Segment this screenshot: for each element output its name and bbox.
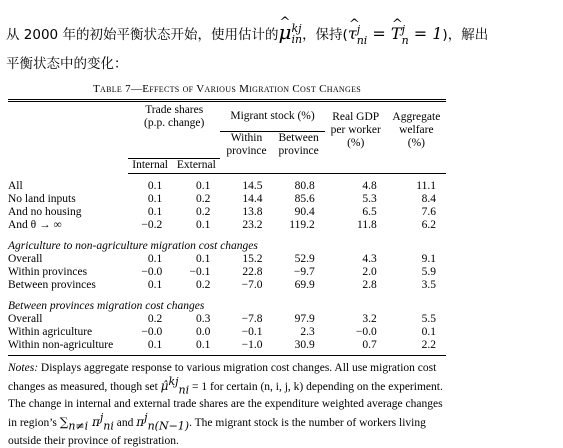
table-cell: 0.2 xyxy=(196,193,211,205)
table-top-rule xyxy=(8,99,446,102)
table-cell: −0.2 xyxy=(141,219,163,231)
table-row xyxy=(8,193,446,206)
table-cell: −0.0 xyxy=(355,326,377,338)
table-cell: 2.0 xyxy=(362,266,377,278)
table-row xyxy=(8,279,446,292)
table-cell: 3.5 xyxy=(421,279,436,291)
row-label: Overall xyxy=(8,253,43,265)
table-cell: 2.2 xyxy=(421,339,436,351)
table-cell: 0.0 xyxy=(196,326,211,338)
intro-line-1: 从 2000 年的初始平衡状态开始，使用估计的^ μ kj in ，保持(^ τ j ni = ^ T j n = 1)，解出 xyxy=(6,22,488,46)
table-cell: 5.3 xyxy=(362,193,377,205)
table-cell: 5.5 xyxy=(421,313,436,325)
table-row xyxy=(8,326,446,339)
table-row xyxy=(8,253,446,266)
table-cell: 85.6 xyxy=(294,193,315,205)
row-label: All xyxy=(8,180,23,192)
table-cell: 52.9 xyxy=(294,253,315,265)
table-cell: 0.1 xyxy=(147,193,163,205)
table-cell: 80.8 xyxy=(294,180,315,192)
table-7 xyxy=(8,83,446,448)
row-label: And no housing xyxy=(8,206,82,218)
table-notes: Notes: Displays aggregate response to various migration cost changes. All use migration cost changes as measured, though set μ̂$^{kj}_{ni}$ = 1 for certain (n, i, j, k) depending on the experiment. The change in internal and external trade shares are the expenditure weighted average changes in region’s $\sum_{n\ne i}$ $\pi^j_{ni}$ and $\pi^j_{n(N-1)}$. The migrant stock is the number of workers living outside their province of registration. xyxy=(8,362,443,447)
table-cell: 0.1 xyxy=(147,206,163,218)
row-label: Within provinces xyxy=(8,266,88,278)
t-hat-formula: ^ τ j ni = ^ T j n = 1 xyxy=(348,24,443,43)
mu-hat-formula: ^ μ kj in xyxy=(278,20,302,44)
table-cell: 0.7 xyxy=(362,339,377,351)
header-external: External xyxy=(172,159,220,174)
table-cell: 0.2 xyxy=(196,206,211,218)
header-welfare: Aggregate welfare (%) xyxy=(392,111,441,150)
table-cell: 6.5 xyxy=(362,206,377,218)
header-real-gdp: Real GDP per worker (%) xyxy=(330,111,381,150)
table-row xyxy=(8,219,446,232)
table-cell: 2.8 xyxy=(362,279,377,291)
section-title: Agriculture to non-agriculture migration cost changes xyxy=(8,240,258,252)
table-cell: 0.1 xyxy=(147,279,163,291)
table-cell: 11.8 xyxy=(357,219,377,231)
table-cell: 69.9 xyxy=(294,279,315,291)
table-cell: 4.3 xyxy=(362,253,377,265)
table-cell: 14.5 xyxy=(242,180,263,192)
row-label: No land inputs xyxy=(8,193,76,205)
table-cell: 0.3 xyxy=(196,313,211,325)
table-cell: 0.1 xyxy=(196,180,211,192)
table-cell: 13.8 xyxy=(242,206,263,218)
intro-text xyxy=(6,0,558,78)
table-cell: 119.2 xyxy=(289,219,315,231)
section-title: Between provinces migration cost changes xyxy=(8,300,205,312)
table-row xyxy=(8,266,446,279)
table-cell: 9.1 xyxy=(421,253,436,265)
table-cell: −0.0 xyxy=(141,266,163,278)
table-cell: 23.2 xyxy=(242,219,263,231)
row-label: Between provinces xyxy=(8,279,96,291)
table-cell: 11.1 xyxy=(416,180,436,192)
table-cell: 2.3 xyxy=(300,326,315,338)
table-cell: −9.7 xyxy=(293,266,315,278)
table-cell: 0.1 xyxy=(196,219,211,231)
table-cell: 97.9 xyxy=(294,313,315,325)
table-cell: 90.4 xyxy=(294,206,315,218)
row-label: And θ → ∞ xyxy=(8,219,62,231)
intro-line-2: 平衡状态中的变化： xyxy=(6,56,128,72)
table-cell: −1.0 xyxy=(241,339,263,351)
table-row xyxy=(8,180,446,193)
row-label: Within non-agriculture xyxy=(8,339,114,351)
table-cell: 8.4 xyxy=(421,193,436,205)
table-cell: 5.9 xyxy=(421,266,436,278)
table-cell: 0.1 xyxy=(147,339,163,351)
table-cell: 15.2 xyxy=(242,253,263,265)
header-migrant-stock: Migrant stock (%) xyxy=(220,104,324,131)
header-internal: Internal xyxy=(128,159,172,174)
row-label: Within agriculture xyxy=(8,326,93,338)
table-cell: 4.8 xyxy=(362,180,377,192)
table-cell: 6.2 xyxy=(421,219,436,231)
table-cell: 22.8 xyxy=(242,266,263,278)
table-bottom-rule xyxy=(8,355,446,356)
header-trade-shares: Trade shares (p.p. change) xyxy=(144,104,205,129)
table-cell: 0.1 xyxy=(196,339,211,351)
table-cell: −7.8 xyxy=(241,313,263,325)
table-cell: 7.6 xyxy=(421,206,436,218)
table-cell: 0.1 xyxy=(421,326,436,338)
results-table xyxy=(8,104,446,352)
table-row xyxy=(8,339,446,352)
row-label: Overall xyxy=(8,313,43,325)
table-title: Table 7—Effects of Various Migration Cost Changes xyxy=(92,83,362,95)
table-cell: −0.1 xyxy=(241,326,263,338)
table-cell: 14.4 xyxy=(242,193,263,205)
table-cell: 0.2 xyxy=(147,313,163,325)
header-within-province: Within province xyxy=(226,131,267,157)
table-cell: −0.1 xyxy=(189,266,211,278)
table-cell: 3.2 xyxy=(362,313,377,325)
table-cell: 0.1 xyxy=(196,253,211,265)
table-cell: 30.9 xyxy=(294,339,315,351)
table-cell: −0.0 xyxy=(141,326,163,338)
table-cell: 0.1 xyxy=(147,253,163,265)
table-row xyxy=(8,206,446,219)
table-cell: 0.2 xyxy=(196,279,211,291)
header-between-province: Between province xyxy=(278,131,319,157)
table-cell: −7.0 xyxy=(241,279,263,291)
table-cell: 0.1 xyxy=(147,180,163,192)
table-row xyxy=(8,313,446,326)
